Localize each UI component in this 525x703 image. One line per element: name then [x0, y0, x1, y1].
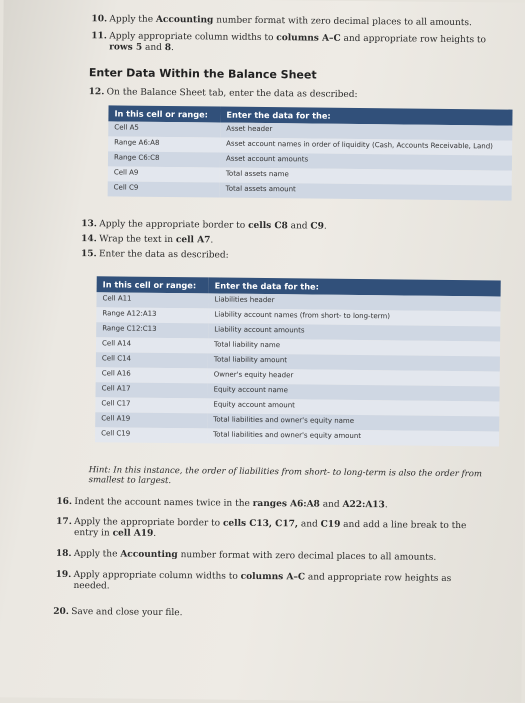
table-row: Cell A17 Equity account name	[95, 382, 499, 401]
table-row: Cell A14 Total liability name	[96, 337, 500, 356]
step-17: 17. Apply the appropriate border to cells C13, C17, and C19 and add a line break to the entry in cell A19.	[56, 516, 467, 539]
step-number: 13.	[81, 219, 98, 230]
step-number: 14.	[81, 234, 97, 245]
table-row: Cell A5 Asset header	[108, 121, 512, 140]
table-row: Cell A16 Owner's equity header	[96, 367, 500, 386]
hint-note: Hint: In this instance, the order of liabilities from short- to long-term is also the order from smallest to largest.	[88, 465, 483, 487]
step-11: 11. Apply appropriate column widths to columns A–C and appropriate row heights to rows 5 and 8.	[91, 31, 487, 54]
step-12: 12. On the Balance Sheet tab, enter the data as described:	[88, 87, 358, 100]
step-number: 17.	[56, 516, 72, 528]
column-header: In this cell or range:	[97, 276, 209, 293]
step-18: 18. Apply the Accounting number format with zero decimal places to all amounts.	[55, 548, 437, 563]
step-number: 10.	[91, 14, 108, 25]
step-number: 18.	[55, 548, 72, 560]
table-row: Range C12:C13 Liability account amounts	[96, 322, 500, 341]
table-row: Range A12:A13 Liability account names (from short- to long-term)	[96, 307, 500, 326]
step-number: 12.	[88, 87, 105, 98]
step-number: 19.	[55, 569, 72, 581]
asset-data-table	[108, 105, 513, 200]
step-14: 14. Wrap the text in cell A7.	[81, 234, 214, 246]
table-row: Cell A9 Total assets name	[108, 166, 512, 185]
step-16: 16. Indent the account names twice in the ranges A6:A8 and A22:A13.	[56, 496, 388, 511]
step-number: 20.	[53, 606, 69, 617]
step-20: 20. Save and close your file.	[53, 606, 183, 619]
column-header: In this cell or range:	[108, 105, 220, 122]
table-row: Cell C19 Total liabilities and owner's equity amount	[95, 427, 499, 446]
step-15: 15. Enter the data as described:	[80, 249, 229, 261]
step-number: 15.	[80, 249, 97, 260]
column-header: Enter the data for the:	[209, 277, 501, 296]
step-number: 16.	[56, 496, 73, 508]
table-row: Range C6:C8 Asset account amounts	[108, 151, 512, 170]
table-row: Cell C9 Total assets amount	[108, 181, 512, 200]
step-19: 19. Apply appropriate column widths to columns A–C and appropriate row heights as needed.	[55, 569, 452, 592]
section-heading: Enter Data Within the Balance Sheet	[88, 66, 317, 82]
step-number: 11.	[91, 31, 108, 42]
step-10: 10. Apply the Accounting number format with zero decimal places to all amounts.	[91, 14, 472, 29]
liability-data-table	[95, 276, 501, 446]
step-13: 13. Apply the appropriate border to cells C8 and C9.	[81, 219, 327, 232]
column-header: Enter the data for the:	[220, 107, 512, 126]
table-row: Cell A11 Liabilities header	[96, 292, 500, 311]
table-row: Cell A19 Total liabilities and owner's equity name	[95, 412, 499, 431]
table-row: Cell C17 Equity account amount	[95, 397, 499, 416]
table-row: Range A6:A8 Asset account names in order of liquidity (Cash, Accounts Receivable, Land)	[108, 136, 512, 155]
table-row: Cell C14 Total liability amount	[96, 352, 500, 371]
